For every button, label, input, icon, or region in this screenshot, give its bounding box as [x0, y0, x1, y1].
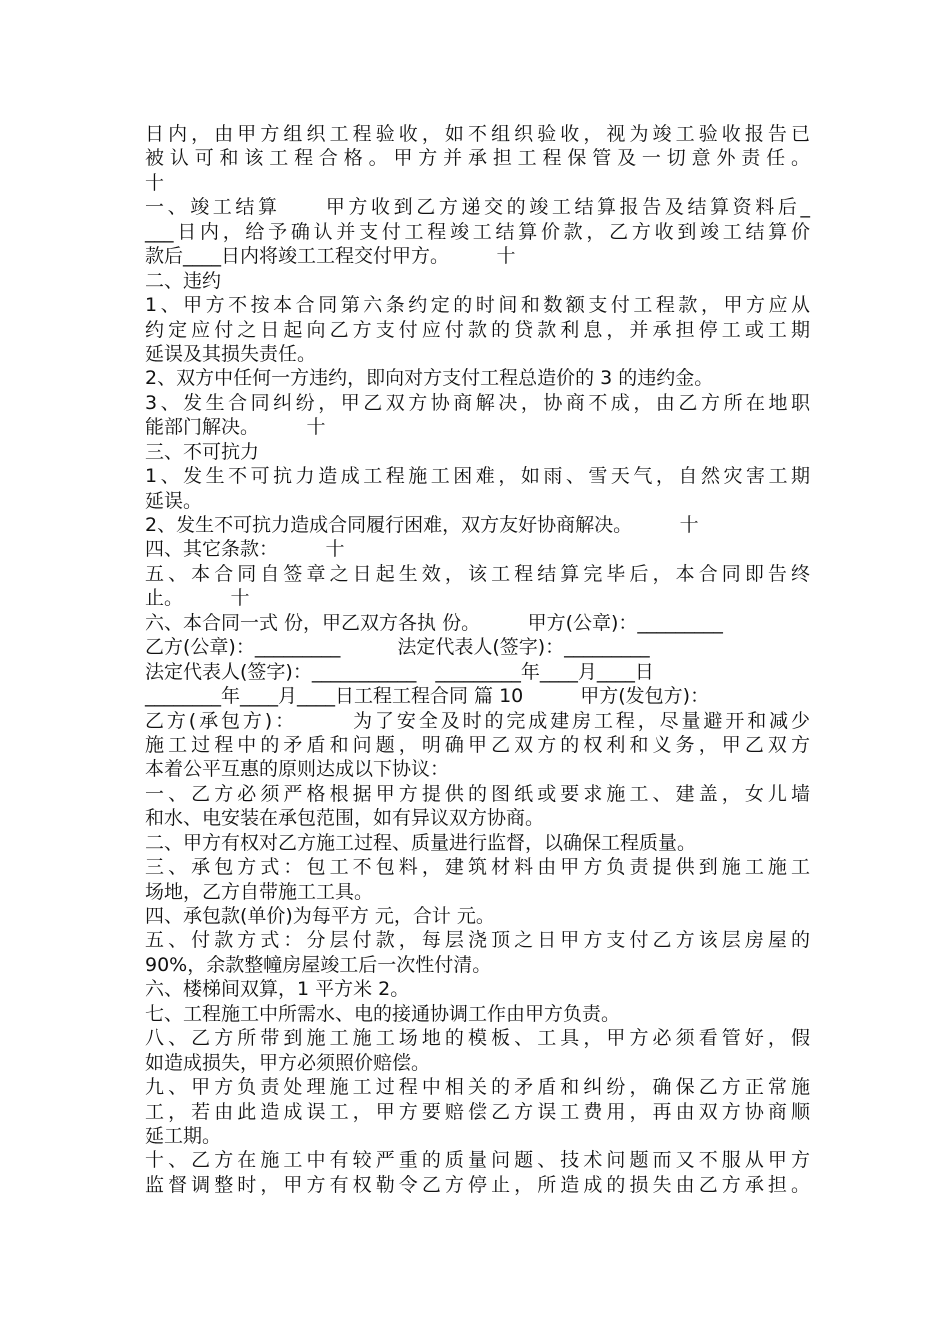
- text-line: 和水、电安装在承包范围，如有异议双方协商。: [145, 807, 545, 830]
- text-line: 1、发生不可抗力造成工程施工困难，如雨、雪天气，自然灾害工期: [145, 465, 810, 488]
- text-line: 九、甲方负责处理施工过程中相关的矛盾和纠纷，确保乙方正常施: [145, 1076, 810, 1099]
- text-line: 十: [145, 171, 165, 194]
- text-line: 一、乙方必须严格根据甲方提供的图纸或要求施工、建盖，女儿墙: [145, 782, 810, 805]
- text-line: 三、承包方式：包工不包料，建筑材料由甲方负责提供到施工施工: [145, 856, 810, 879]
- text-line: ________年____月____日工程工程合同 篇 10 甲方(发包方)：: [145, 685, 710, 708]
- text-line: 2、发生不可抗力造成合同履行困难，双方友好协商解决。 十: [145, 514, 699, 536]
- text-line: 六、楼梯间双算，1 平方米 2。: [145, 978, 410, 1001]
- text-line: 本着公平互惠的原则达成以下协议：: [145, 758, 450, 781]
- document-body: [145, 122, 810, 1197]
- text-line: 如造成损失，甲方必须照价赔偿。: [145, 1051, 431, 1074]
- text-line: 二、甲方有权对乙方施工过程、质量进行监督，以确保工程质量。: [145, 831, 697, 854]
- text-line: 3、发生合同纠纷，甲乙双方协商解决，协商不成，由乙方所在地职: [145, 391, 810, 414]
- text-line: 一、竣工结算 甲方收到乙方递交的竣工结算报告及结算资料后_: [145, 196, 810, 219]
- text-line: 1、甲方不按本合同第六条约定的时间和数额支付工程款，甲方应从: [145, 294, 810, 317]
- text-line: 十、乙方在施工中有较严重的质量问题、技术问题而又不服从甲方: [145, 1149, 810, 1172]
- text-line: 乙方(承包方)： 为了安全及时的完成建房工程，尽量避开和减少: [145, 709, 810, 732]
- text-line: 工，若由此造成误工，甲方要赔偿乙方误工费用，再由双方协商顺: [145, 1100, 810, 1123]
- text-line: 四、其它条款： 十: [145, 538, 345, 561]
- text-line: 监督调整时，甲方有权勒令乙方停止，所造成的损失由乙方承担。: [145, 1173, 810, 1196]
- text-line: ___日内，给予确认并支付工程竣工结算价款，乙方收到竣工结算价: [145, 220, 810, 243]
- text-line: 日内，由甲方组织工程验收，如不组织验收，视为竣工验收报告已: [145, 123, 810, 145]
- text-line: 二、违约: [145, 269, 222, 292]
- text-line: 90%，余款整幢房屋竣工后一次性付清。: [145, 953, 492, 976]
- text-line: 三、不可抗力: [145, 440, 260, 463]
- text-line: 约定应付之日起向乙方支付应付款的贷款利息，并承担停工或工期: [145, 318, 810, 341]
- text-line: 五、付款方式：分层付款，每层浇顶之日甲方支付乙方该层房屋的: [145, 929, 810, 952]
- text-line: 款后____日内将竣工工程交付甲方。 十: [145, 245, 516, 268]
- text-line: 延误。: [145, 489, 203, 512]
- text-line: 延误及其损失责任。: [145, 342, 317, 365]
- text-line: 施工过程中的矛盾和问题，明确甲乙双方的权利和义务，甲乙双方: [145, 733, 810, 756]
- text-line: 五、本合同自签章之日起生效，该工程结算完毕后，本合同即告终: [145, 562, 810, 585]
- text-line: 场地，乙方自带施工工具。: [145, 880, 374, 903]
- text-line: 七、工程施工中所需水、电的接通协调工作由甲方负责。: [145, 1002, 621, 1025]
- text-line: 乙方(公章)：_________ 法定代表人(签字)：_________: [145, 636, 650, 659]
- text-line: 延工期。: [145, 1124, 222, 1147]
- text-line: 被认可和该工程合格。甲方并承担工程保管及一切意外责任。: [145, 147, 810, 170]
- text-line: 2、双方中任何一方违约，即向对方支付工程总造价的 3 的违约金。: [145, 367, 714, 390]
- text-line: 八、乙方所带到施工施工场地的模板、工具，甲方必须看管好，假: [145, 1027, 810, 1050]
- text-line: 能部门解决。 十: [145, 416, 326, 439]
- text-line: 四、承包款(单价)为每平方 元，合计 元。: [145, 905, 495, 927]
- text-line: 止。 十: [145, 587, 250, 610]
- text-line: 法定代表人(签字)：___________ _________年____月____日: [145, 660, 654, 683]
- text-line: 六、本合同一式 份，甲乙双方各执 份。 甲方(公章)：_________: [145, 611, 723, 634]
